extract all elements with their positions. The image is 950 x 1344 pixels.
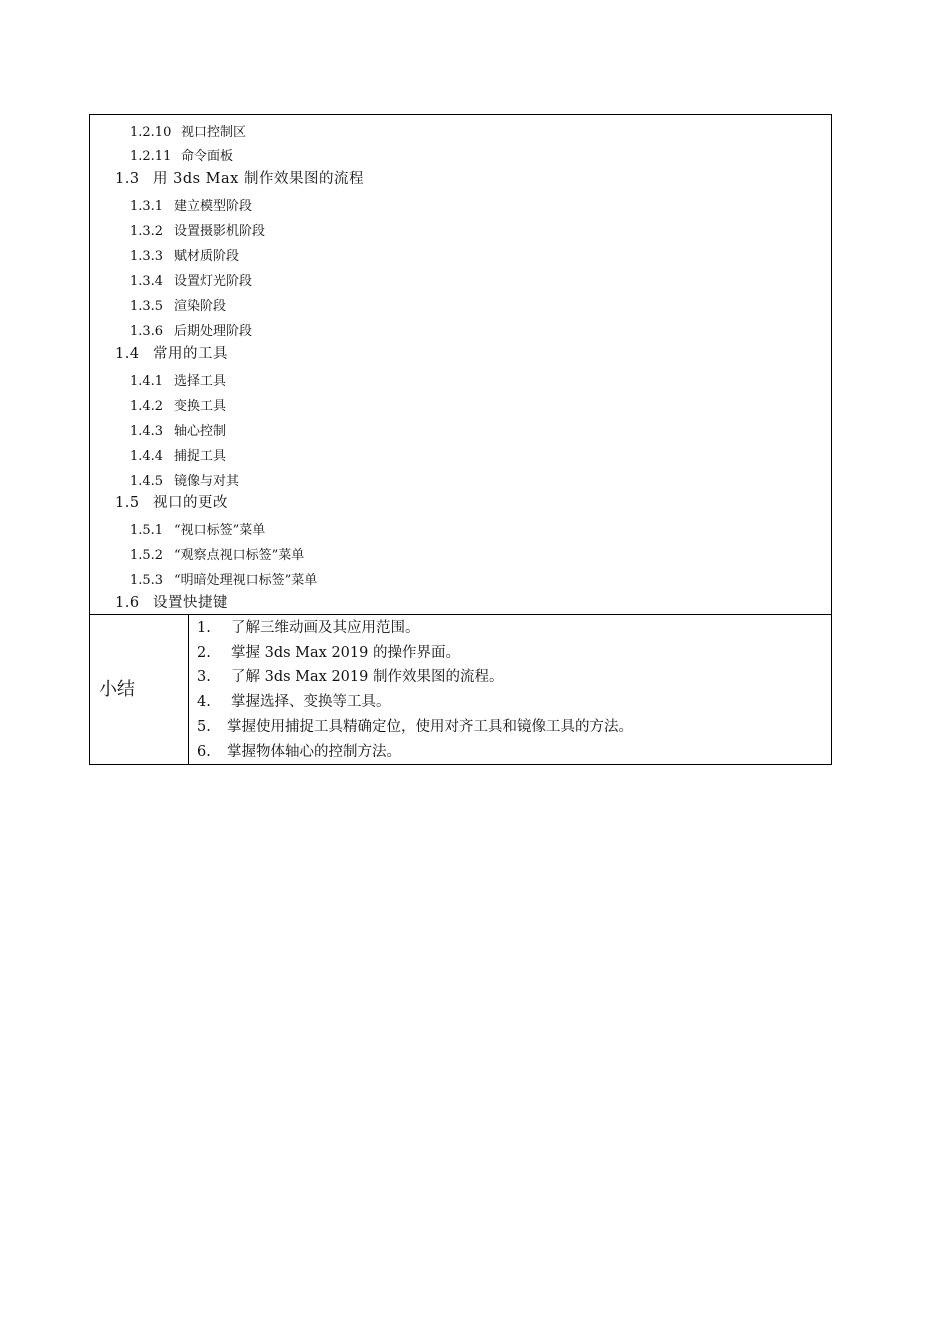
summary-item-text: 了解三维动画及其应用范围。 (231, 620, 420, 636)
summary-items-cell (189, 615, 831, 764)
toc-item (130, 150, 233, 163)
toc-item-number: 1.3.4 (130, 274, 164, 289)
toc-section (115, 596, 228, 611)
summary-item-number: 5. (197, 719, 211, 735)
toc-item-title: 视口控制区 (181, 125, 247, 140)
course-outline-table (89, 114, 832, 765)
toc-item-number: 1.3.5 (130, 299, 164, 314)
toc-item-title: 建立模型阶段 (174, 199, 253, 214)
toc-item-number: 1.4.1 (130, 374, 164, 389)
summary-item-text: 掌握选择、变换等工具。 (231, 694, 391, 710)
toc-item (130, 524, 265, 537)
toc-item-number: 1.2.11 (130, 149, 172, 164)
toc-section-number: 1.3 (115, 171, 140, 187)
toc-item-number: 1.4.3 (130, 424, 164, 439)
summary-item (197, 720, 633, 735)
toc-item (130, 300, 226, 313)
toc-item (130, 126, 246, 139)
toc-item-title: “观察点视口标签”菜单 (174, 548, 305, 563)
toc-section-title: 设置快捷键 (153, 595, 228, 611)
toc-item-title: “明暗处理视口标签”菜单 (174, 573, 318, 588)
summary-item (197, 745, 401, 760)
toc-item-title: 命令面板 (181, 149, 234, 164)
toc-item-title: 镜像与对其 (174, 474, 240, 489)
toc-item-title: 选择工具 (174, 374, 227, 389)
toc-item (130, 200, 252, 213)
toc-item (130, 375, 226, 388)
toc-item (130, 475, 239, 488)
toc-section (115, 496, 228, 511)
toc-section (115, 172, 364, 187)
toc-item-title: 后期处理阶段 (174, 324, 253, 339)
toc-item-number: 1.3.3 (130, 249, 164, 264)
toc-section-title: 常用的工具 (153, 346, 228, 362)
summary-item-number: 1. (197, 620, 211, 636)
toc-item-title: 设置摄影机阶段 (174, 224, 266, 239)
toc-item (130, 450, 226, 463)
toc-item-title: 捕捉工具 (174, 449, 227, 464)
summary-label: 小结 (99, 678, 135, 700)
toc-section-number: 1.5 (115, 495, 140, 511)
summary-item (197, 646, 460, 661)
summary-item (197, 621, 420, 636)
toc-item (130, 425, 226, 438)
toc-item (130, 250, 239, 263)
toc-item-title: 赋材质阶段 (174, 249, 240, 264)
toc-item-number: 1.4.5 (130, 474, 164, 489)
summary-item-number: 3. (197, 669, 211, 685)
summary-item-number: 2. (197, 645, 211, 661)
toc-item-number: 1.4.2 (130, 399, 164, 414)
toc-item-title: 轴心控制 (174, 424, 227, 439)
toc-section-title: 用 3ds Max 制作效果图的流程 (153, 171, 364, 187)
toc-item (130, 275, 252, 288)
toc-item (130, 325, 252, 338)
summary-row (90, 615, 831, 764)
summary-item-text: 掌握物体轴心的控制方法。 (227, 744, 401, 760)
toc-item (130, 549, 304, 562)
toc-item-number: 1.3.6 (130, 324, 164, 339)
summary-item-number: 4. (197, 694, 211, 710)
toc-item-title: 设置灯光阶段 (174, 274, 253, 289)
toc-section (115, 347, 228, 362)
toc-item-title: 变换工具 (174, 399, 227, 414)
summary-label-cell (90, 615, 189, 764)
toc-section-number: 1.6 (115, 595, 140, 611)
toc-item (130, 400, 226, 413)
toc-item-number: 1.4.4 (130, 449, 164, 464)
toc-item-number: 1.3.2 (130, 224, 164, 239)
toc-item (130, 225, 265, 238)
toc-item-number: 1.3.1 (130, 199, 164, 214)
summary-item (197, 670, 503, 685)
toc-item (130, 574, 317, 587)
toc-section-title: 视口的更改 (153, 495, 228, 511)
summary-item (197, 695, 391, 710)
outline-cell (90, 115, 831, 615)
summary-item-number: 6. (197, 744, 211, 760)
toc-item-title: 渲染阶段 (174, 299, 227, 314)
summary-item-text: 掌握 3ds Max 2019 的操作界面。 (231, 645, 460, 661)
toc-item-number: 1.2.10 (130, 125, 172, 140)
summary-item-text: 掌握使用捕捉工具精确定位，使用对齐工具和镜像工具的方法。 (227, 719, 633, 735)
toc-item-number: 1.5.1 (130, 523, 164, 538)
toc-item-number: 1.5.3 (130, 573, 164, 588)
toc-section-number: 1.4 (115, 346, 140, 362)
toc-item-number: 1.5.2 (130, 548, 164, 563)
toc-item-title: “视口标签”菜单 (174, 523, 266, 538)
summary-item-text: 了解 3ds Max 2019 制作效果图的流程。 (231, 669, 504, 685)
